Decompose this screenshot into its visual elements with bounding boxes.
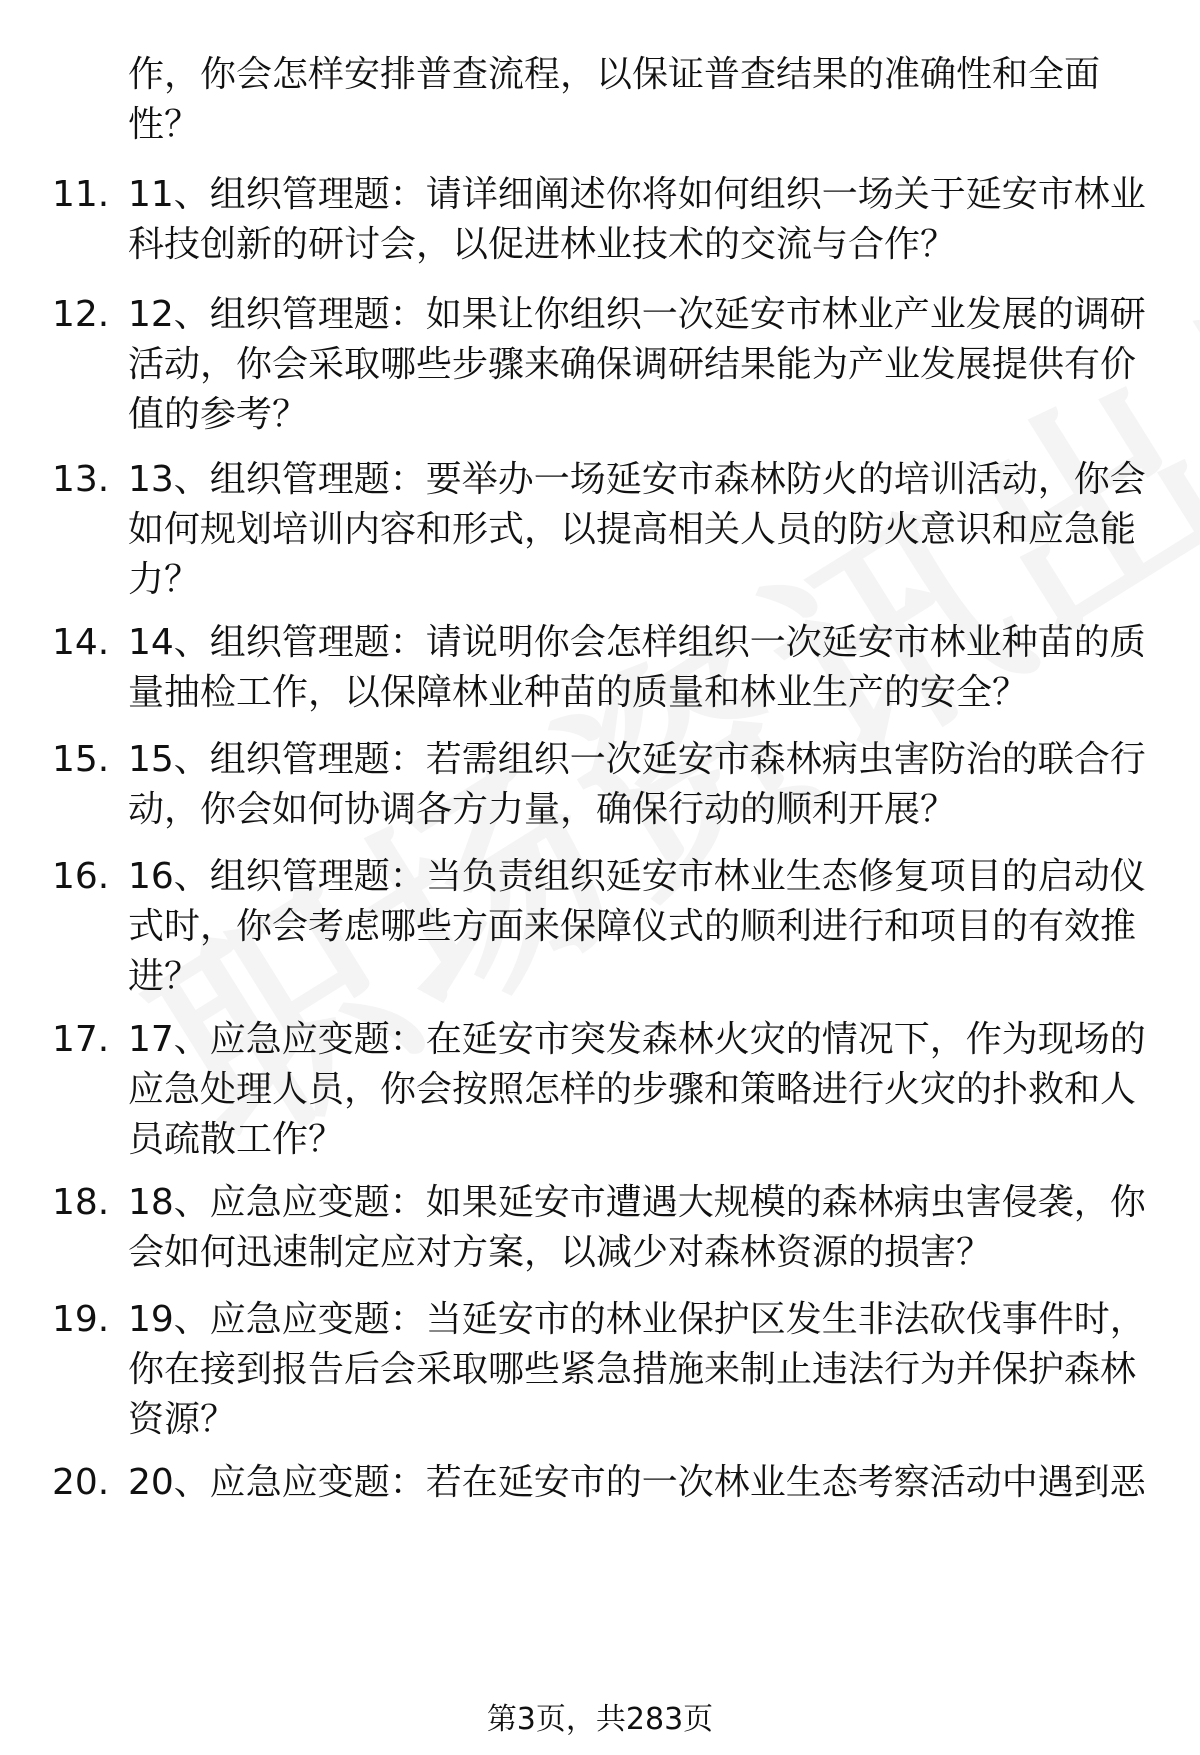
item-text bbox=[128, 455, 1148, 605]
item-line: 16、组织管理题：当负责组织延安市林业生态修复项目的启动仪 bbox=[128, 856, 1146, 897]
item-line: 会如何迅速制定应对方案，以减少对森林资源的损害？ bbox=[128, 1232, 993, 1273]
item-number: 12. bbox=[52, 294, 110, 335]
continuation-line: 性？ bbox=[128, 104, 201, 145]
item-line: 你在接到报告后会采取哪些紧急措施来制止违法行为并保护森林 bbox=[128, 1349, 1137, 1390]
item-line: 17、应急应变题：在延安市突发森林火灾的情况下，作为现场的 bbox=[128, 1019, 1146, 1060]
item-number: 16. bbox=[52, 856, 110, 897]
item-number: 17. bbox=[52, 1019, 110, 1060]
item-line: 资源？ bbox=[128, 1399, 237, 1440]
continuation-line: 作，你会怎样安排普查流程，以保证普查结果的准确性和全面 bbox=[128, 54, 1101, 95]
item-line: 员疏散工作？ bbox=[128, 1119, 345, 1160]
item-text bbox=[128, 618, 1148, 718]
item-text bbox=[128, 290, 1148, 440]
item-line: 科技创新的研讨会，以促进林业技术的交流与合作？ bbox=[128, 224, 957, 265]
item-text bbox=[128, 1295, 1148, 1445]
item-text bbox=[128, 170, 1148, 270]
item-text bbox=[128, 1015, 1148, 1165]
item-line: 13、组织管理题：要举办一场延安市森林防火的培训活动，你会 bbox=[128, 459, 1146, 500]
item-line: 式时，你会考虑哪些方面来保障仪式的顺利进行和项目的有效推 bbox=[128, 906, 1137, 947]
item-line: 应急处理人员，你会按照怎样的步骤和策略进行火灾的扑救和人 bbox=[128, 1069, 1137, 1110]
item-line: 14、组织管理题：请说明你会怎样组织一次延安市林业种苗的质 bbox=[128, 622, 1146, 663]
item-line: 力？ bbox=[128, 559, 201, 600]
item-line: 如何规划培训内容和形式，以提高相关人员的防火意识和应急能 bbox=[128, 509, 1137, 550]
item-number: 19. bbox=[52, 1299, 110, 1340]
item-number: 15. bbox=[52, 739, 110, 780]
item-line: 值的参考？ bbox=[128, 394, 309, 435]
item-number: 13. bbox=[52, 459, 110, 500]
item-line: 动，你会如何协调各方力量，确保行动的顺利开展？ bbox=[128, 789, 957, 830]
item-number: 18. bbox=[52, 1182, 110, 1223]
item-line: 量抽检工作，以保障林业种苗的质量和林业生产的安全？ bbox=[128, 672, 1029, 713]
item-number: 11. bbox=[52, 174, 110, 215]
item-number: 20. bbox=[52, 1462, 110, 1503]
item-text bbox=[128, 1458, 1148, 1508]
item-line: 19、应急应变题：当延安市的林业保护区发生非法砍伐事件时， bbox=[128, 1299, 1146, 1340]
item-line: 进？ bbox=[128, 956, 201, 997]
item-line: 18、应急应变题：如果延安市遭遇大规模的森林病虫害侵袭，你 bbox=[128, 1182, 1146, 1223]
item-number: 14. bbox=[52, 622, 110, 663]
item-line: 活动，你会采取哪些步骤来确保调研结果能为产业发展提供有价 bbox=[128, 344, 1137, 385]
item-line: 11、组织管理题：请详细阐述你将如何组织一场关于延安市林业 bbox=[128, 174, 1146, 215]
item-line: 12、组织管理题：如果让你组织一次延安市林业产业发展的调研 bbox=[128, 294, 1146, 335]
item-line: 20、应急应变题：若在延安市的一次林业生态考察活动中遇到恶 bbox=[128, 1462, 1146, 1503]
item-text bbox=[128, 1178, 1148, 1278]
item-text bbox=[128, 735, 1148, 835]
page-footer: 第3页，共283页 bbox=[486, 1702, 714, 1737]
item-line: 15、组织管理题：若需组织一次延安市森林病虫害防治的联合行 bbox=[128, 739, 1146, 780]
item-text bbox=[128, 852, 1148, 1002]
